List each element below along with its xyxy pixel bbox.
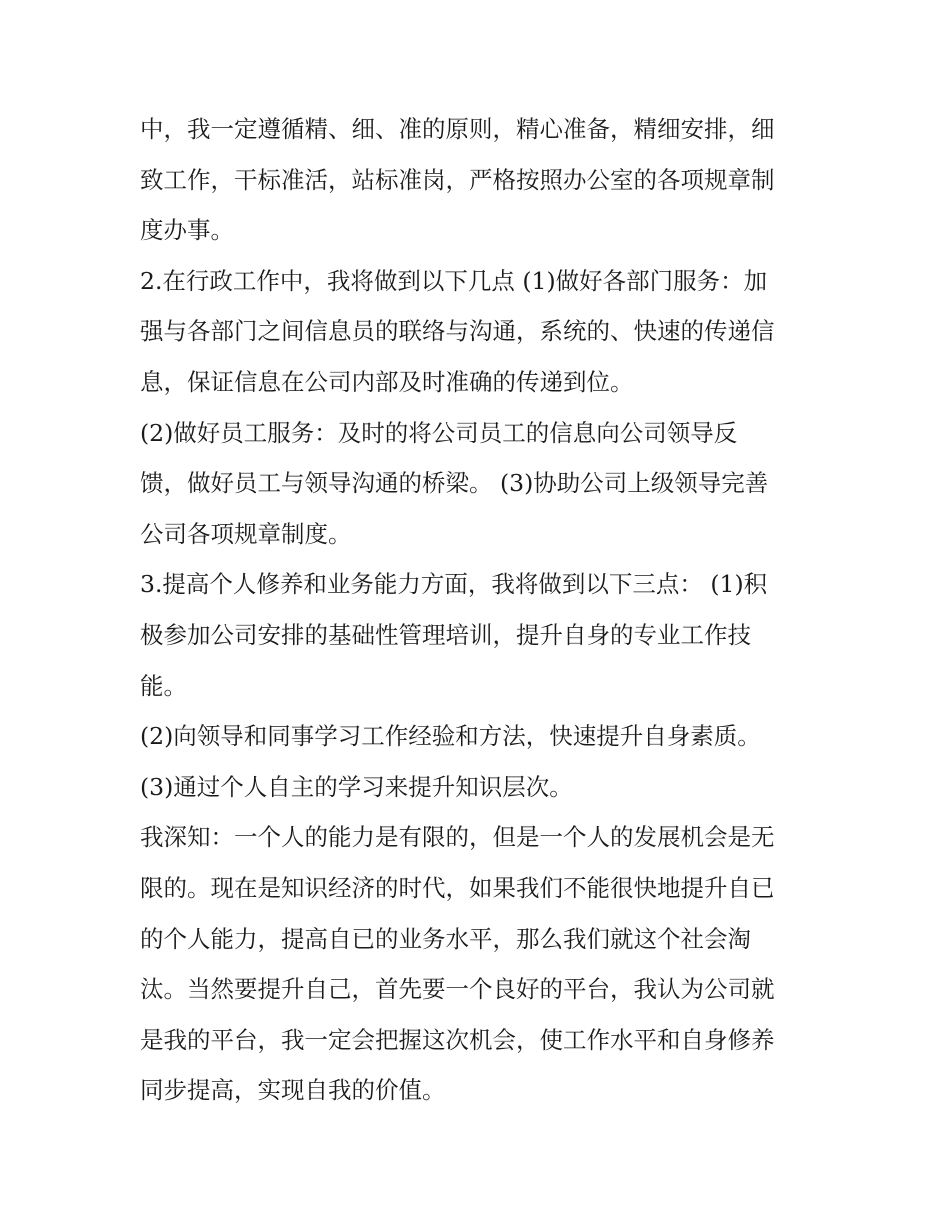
text-line: 馈，做好员工与领导沟通的桥梁。 (3)协助公司上级领导完善 bbox=[140, 469, 769, 498]
text-line: 3.提高个人修养和业务能力方面，我将做到以下三点： (1)积 bbox=[140, 570, 768, 599]
text-line: 度办事。 bbox=[140, 216, 234, 245]
text-line: 同步提高，实现自我的价值。 bbox=[140, 1076, 446, 1105]
text-line: 限的。现在是知识经济的时代，如果我们不能很快地提升自已 bbox=[140, 873, 775, 902]
text-line: 是我的平台，我一定会把握这次机会，使工作水平和自身修养 bbox=[140, 1025, 775, 1054]
text-line: 2.在行政工作中，我将做到以下几点 (1)做好各部门服务：加 bbox=[140, 266, 768, 295]
text-line: 汰。当然要提升自己，首先要一个良好的平台，我认为公司就 bbox=[140, 975, 775, 1004]
text-line: 中，我一定遵循精、细、准的原则，精心准备，精细安排，细 bbox=[140, 115, 775, 143]
text-line: 强与各部门之间信息员的联络与沟通，系统的、快速的传递信 bbox=[140, 317, 775, 346]
text-line: (2)向领导和同事学习工作经验和方法，快速提升自身素质。 bbox=[140, 722, 761, 751]
text-line: (3)通过个人自主的学习来提升知识层次。 bbox=[140, 772, 573, 801]
text-line: 息，保证信息在公司内部及时准确的传递到位。 bbox=[140, 367, 634, 396]
text-line: 的个人能力，提高自已的业务水平，那么我们就这个社会淘 bbox=[140, 924, 751, 953]
text-line: 我深知：一个人的能力是有限的，但是一个人的发展机会是无 bbox=[140, 823, 775, 852]
text-line: (2)做好员工服务：及时的将公司员工的信息向公司领导反 bbox=[140, 418, 738, 447]
document-body bbox=[140, 104, 820, 1116]
text-line: 极参加公司安排的基础性管理培训，提升自身的专业工作技 bbox=[140, 620, 751, 649]
text-line: 公司各项规章制度。 bbox=[140, 519, 352, 548]
text-line: 能。 bbox=[140, 671, 187, 700]
text-line: 致工作，干标准活，站标准岗，严格按照办公室的各项规章制 bbox=[140, 165, 775, 194]
